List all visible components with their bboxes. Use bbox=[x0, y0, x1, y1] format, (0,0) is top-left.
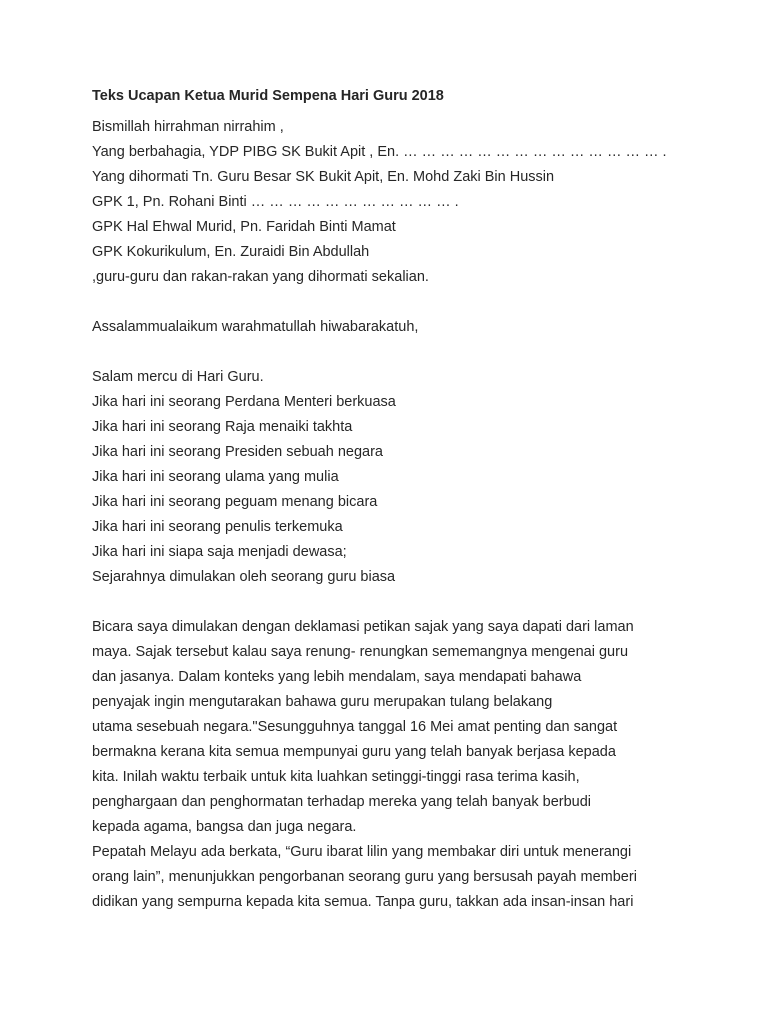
greetings-block bbox=[92, 115, 692, 290]
greeting-line: Bismillah hirrahman nirrahim , bbox=[92, 119, 284, 135]
body-line: Pepatah Melayu ada berkata, “Guru ibarat lilin yang membakar diri untuk menerangi bbox=[92, 844, 632, 860]
poem-line: Jika hari ini siapa saja menjadi dewasa; bbox=[92, 544, 347, 560]
body-block bbox=[92, 615, 692, 915]
spacer bbox=[92, 290, 692, 315]
poem-line: Jika hari ini seorang ulama yang mulia bbox=[92, 469, 339, 485]
body-line: dan jasanya. Dalam konteks yang lebih mendalam, saya mendapati bahawa bbox=[92, 669, 582, 685]
poem-line: Jika hari ini seorang Raja menaiki takhta bbox=[92, 419, 353, 435]
body-line: didikan yang sempurna kepada kita semua. Tanpa guru, takkan ada insan-insan hari bbox=[92, 894, 634, 910]
body-line: kepada agama, bangsa dan juga negara. bbox=[92, 819, 357, 835]
poem-line: Jika hari ini seorang Presiden sebuah negara bbox=[92, 444, 383, 460]
greeting-line: GPK Hal Ehwal Murid, Pn. Faridah Binti Mamat bbox=[92, 219, 396, 235]
greeting-line: Yang dihormati Tn. Guru Besar SK Bukit Apit, En. Mohd Zaki Bin Hussin bbox=[92, 169, 555, 185]
body-line: maya. Sajak tersebut kalau saya renung- renungkan sememangnya mengenai guru bbox=[92, 644, 629, 660]
document-title: Teks Ucapan Ketua Murid Sempena Hari Guru 2018 bbox=[92, 88, 444, 104]
body-line: bermakna kerana kita semua mempunyai guru yang telah banyak berjasa kepada bbox=[92, 744, 616, 760]
greeting-line: ,guru-guru dan rakan-rakan yang dihormati sekalian. bbox=[92, 269, 429, 285]
poem-line: Jika hari ini seorang penulis terkemuka bbox=[92, 519, 343, 535]
greeting-line: Yang berbahagia, YDP PIBG SK Bukit Apit , En. … … … … … … … … … … … … … … . bbox=[92, 144, 667, 160]
poem-block bbox=[92, 365, 692, 590]
spacer bbox=[92, 340, 692, 365]
salam-line: Assalammualaikum warahmatullah hiwabarakatuh, bbox=[92, 319, 419, 335]
body-line: Bicara saya dimulakan dengan deklamasi petikan sajak yang saya dapati dari laman bbox=[92, 619, 634, 635]
body-line: utama sesebuah negara."Sesungguhnya tanggal 16 Mei amat penting dan sangat bbox=[92, 719, 618, 735]
spacer bbox=[92, 590, 692, 615]
body-line: penyajak ingin mengutarakan bahawa guru merupakan tulang belakang bbox=[92, 694, 553, 710]
document-page bbox=[92, 84, 692, 915]
poem-line: Salam mercu di Hari Guru. bbox=[92, 369, 264, 385]
body-line: orang lain”, menunjukkan pengorbanan seorang guru yang bersusah payah memberi bbox=[92, 869, 637, 885]
poem-line: Sejarahnya dimulakan oleh seorang guru biasa bbox=[92, 569, 396, 585]
greeting-line: GPK Kokurikulum, En. Zuraidi Bin Abdullah bbox=[92, 244, 370, 260]
greeting-line: GPK 1, Pn. Rohani Binti … … … … … … … … … … … . bbox=[92, 194, 459, 210]
body-line: kita. Inilah waktu terbaik untuk kita luahkan setinggi-tinggi rasa terima kasih, bbox=[92, 769, 580, 785]
poem-line: Jika hari ini seorang peguam menang bicara bbox=[92, 494, 378, 510]
poem-line: Jika hari ini seorang Perdana Menteri berkuasa bbox=[92, 394, 396, 410]
body-line: penghargaan dan penghormatan terhadap mereka yang telah banyak berbudi bbox=[92, 794, 592, 810]
